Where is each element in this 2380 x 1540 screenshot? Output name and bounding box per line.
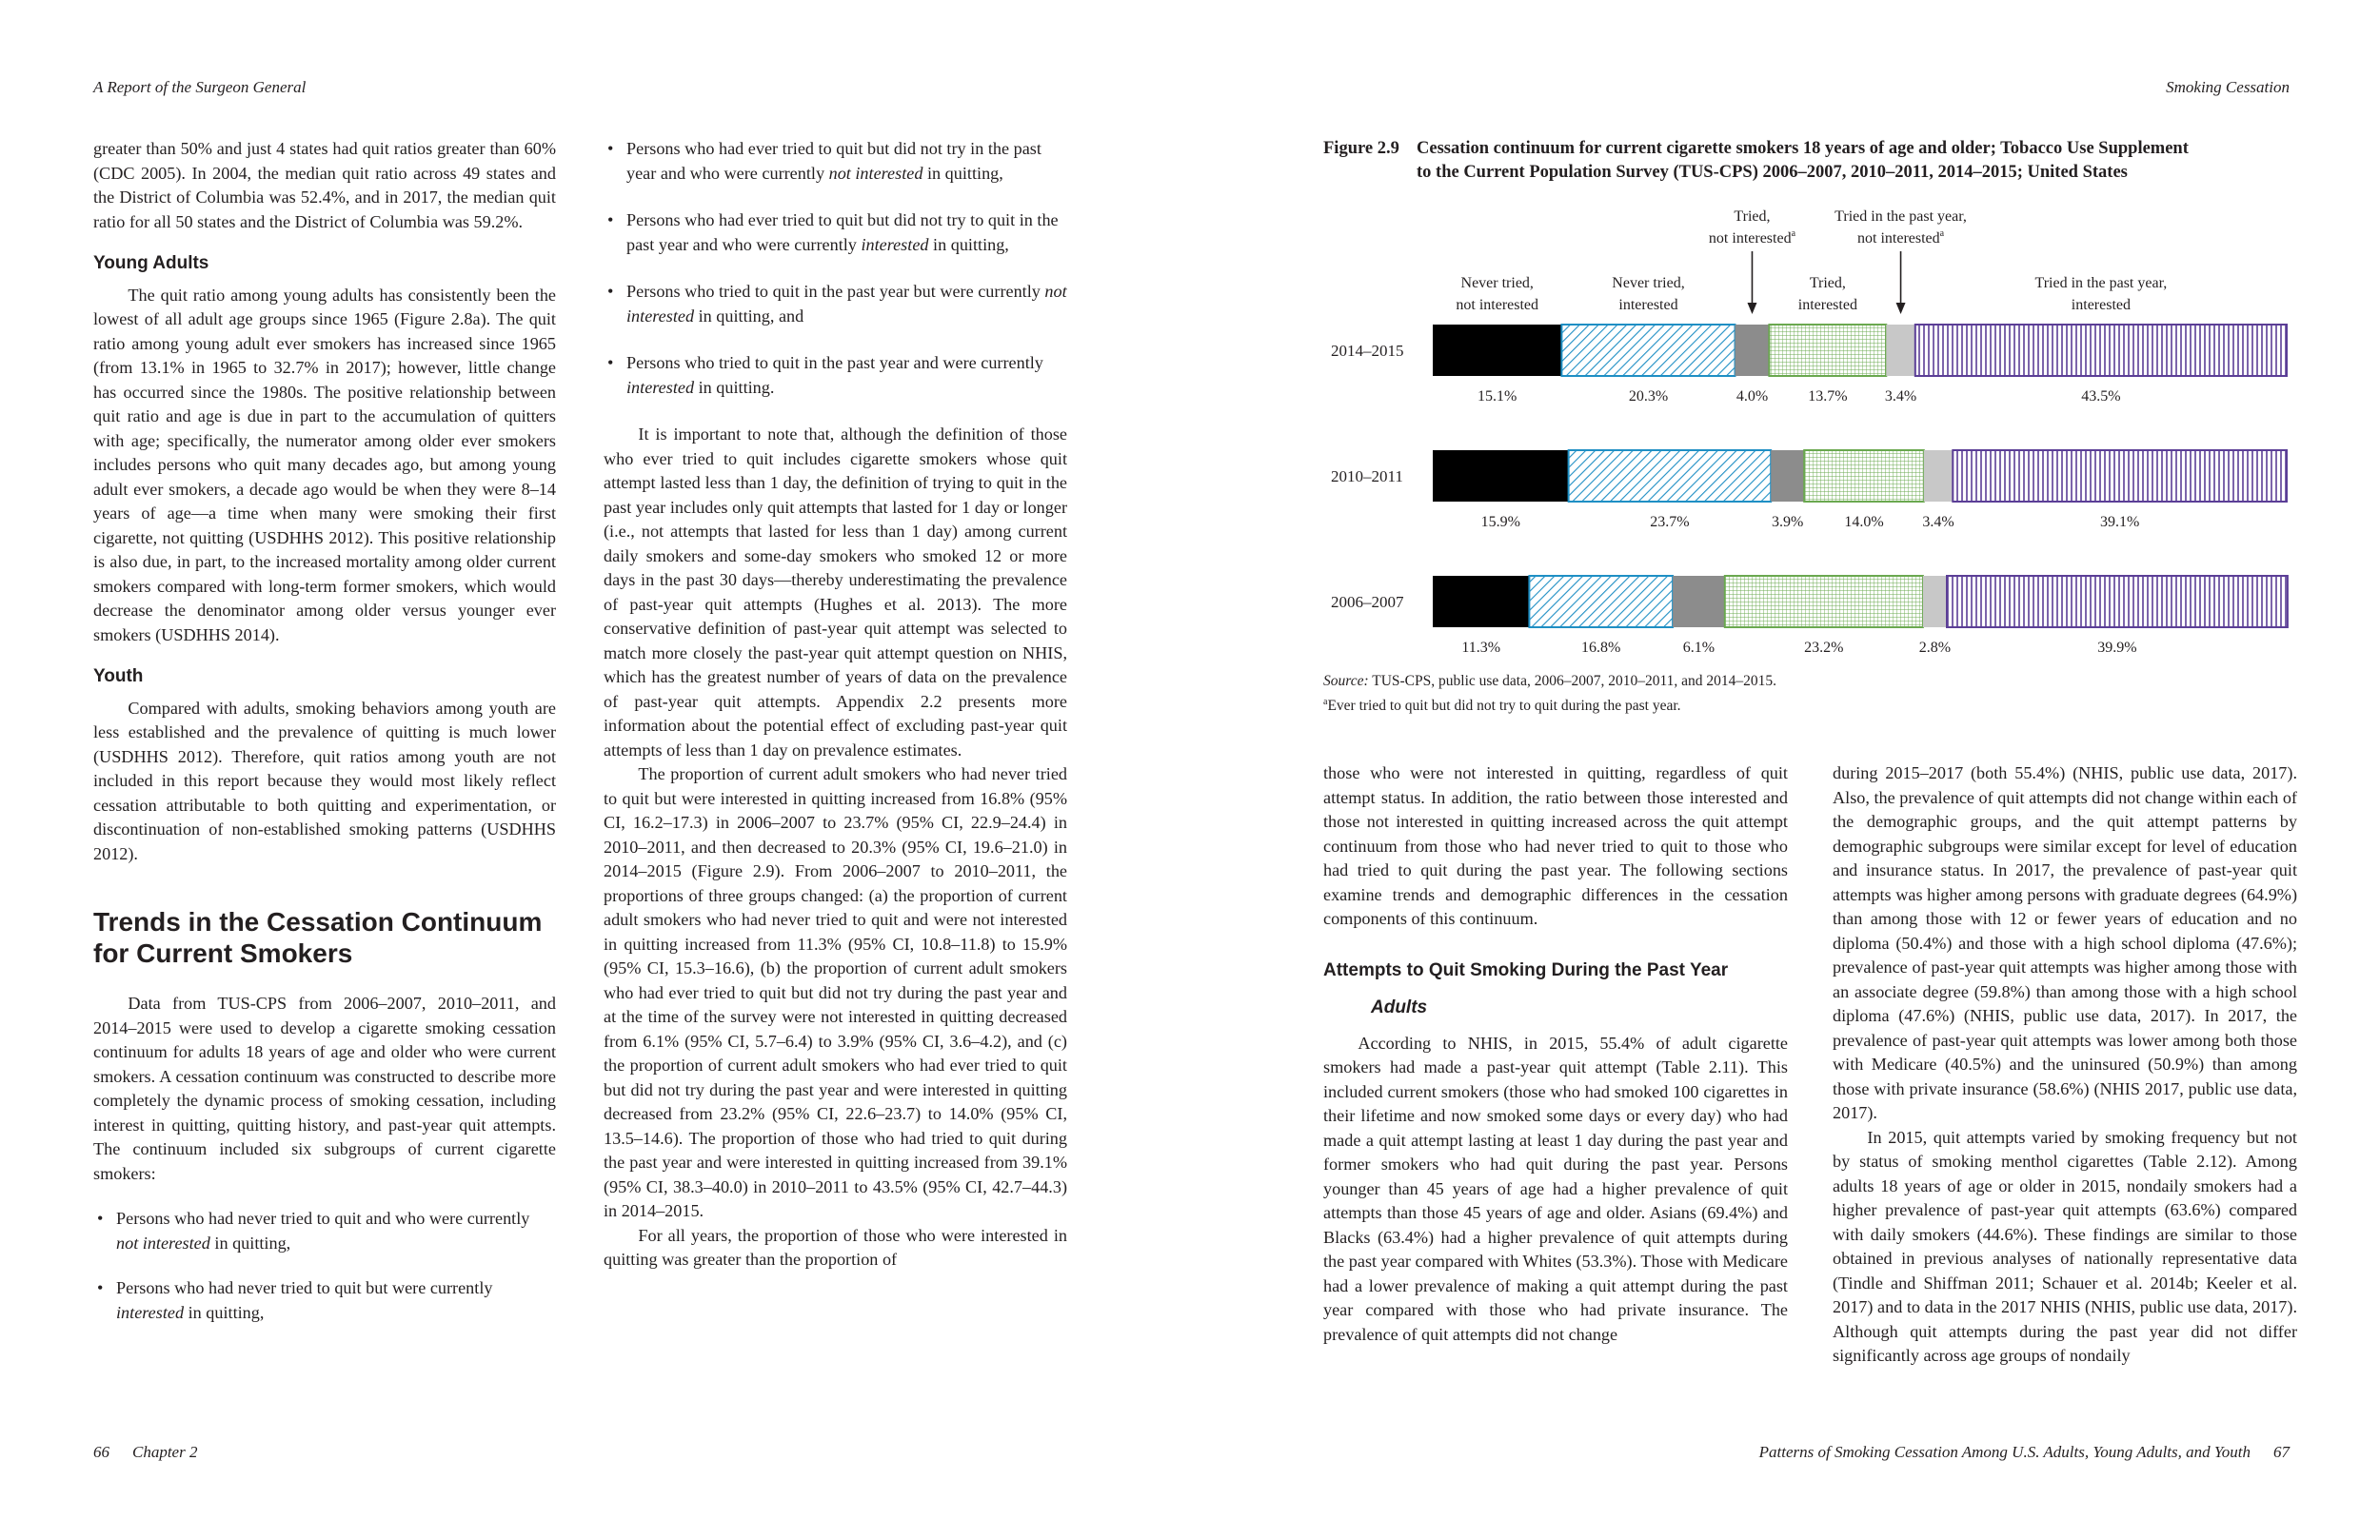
legend-label: interested: [2071, 297, 2132, 313]
legend-label: interested: [1618, 297, 1678, 313]
legend-arrowhead: [1896, 303, 1906, 314]
youth-text: Compared with adults, smoking behaviors among youth are less established and the prevalence of quitting is much lower (USDHHS 2012). Therefore, quit ratios among youth are not included in this report because they would most likely reflect cessation attributable to both quitting and experimentation, or discontinuation of non-established smoking patterns (USDHHS 2012).: [93, 698, 556, 863]
bar-segment: [1947, 576, 2288, 627]
data-label: 6.1%: [1682, 640, 1716, 656]
bar-segment: [1924, 450, 1954, 502]
list-item: • Persons who had never tried to quit but were currently interested in quitting,: [93, 1276, 556, 1325]
young-adults-text: The quit ratio among young adults has consistently been the lowest of all adult age groups since 1965 (Figure 2.8a). The quit ratio among young adult ever smokers has increased since 1965 (from 13.1% in 1965 to 32.7% in 2017); however, little change has occurred since the 1980s. The positive relationship between quit ratio and age is due in part to the accumulation of quitters with age; specifically, the numerator among older ever smokers includes persons who quit many decades ago, but among young adult ever smokers, a decade ago would be when they were 8–14 years of age—a time when many were smoking their first cigarette, not quitting (USDHHS 2012). This positive relationship is also due, in part, to the increased mortality among older current smokers compared with long-term former smokers, which would decrease the denominator among older versus younger ever smokers (USDHHS 2014).: [93, 285, 556, 644]
bar-segment: [1561, 325, 1735, 376]
chapter-label: Chapter 2: [132, 1443, 198, 1461]
page-number-right: 67: [2273, 1443, 2290, 1461]
col2-para1: It is important to note that, although the definition of those who ever tried to quit includes cigarette smokers whose quit attempt lasted less than 1 day, the definition of trying to quit in the past year includes only quit attempts that lasted for 1 day or longer (i.e., not attempts that lasted for less than 1 day) among current daily smokers and some-day smokers who smoked 12 or more days in the past 30 days—thereby underestimating the prevalence of past-year quit attempts (Hughes et al. 2013). The more conservative definition of past-year quit attempt was selected to match more closely the past-year quit attempt question on NHIS, which has the greatest number of years of data on the prevalence of past-year quit attempts. Appendix 2.2 presents more information about the potential effect of excluding past-year quit attempts of less than 1 day on prevalence estimates.: [604, 424, 1067, 760]
bar-segment: [1771, 450, 1804, 502]
chart-bars: [1331, 325, 2288, 656]
running-head-left: A Report of the Surgeon General: [93, 78, 307, 96]
bar-segment: [1915, 325, 2287, 376]
data-label: 43.5%: [2081, 388, 2121, 405]
data-label: 3.4%: [1884, 388, 1917, 405]
bar-segment: [1433, 325, 1561, 376]
legend-label: not interested: [1456, 297, 1539, 313]
list-item: • Persons who had never tried to quit and who were currently not interested in quitting,: [93, 1207, 556, 1255]
legend-label: Never tried,: [1612, 275, 1685, 291]
legend-label: Tried in the past year,: [1835, 208, 1967, 225]
bar-segment: [1725, 576, 1923, 627]
chart-legend: [1456, 208, 2167, 314]
young-adults-heading: Young Adults: [93, 253, 209, 273]
legend-label: interested: [1797, 297, 1857, 313]
data-label: 15.9%: [1480, 514, 1520, 530]
legend-arrowhead: [1747, 303, 1756, 314]
legend-label: Never tried,: [1460, 275, 1534, 291]
list-item: • Persons who tried to quit in the past year but were currently not interested in quitting, and: [604, 280, 1067, 328]
bar-segment: [1529, 576, 1673, 627]
data-label: 3.4%: [1922, 514, 1954, 530]
data-label: 23.2%: [1804, 640, 1844, 656]
year-label: 2006–2007: [1331, 593, 1404, 611]
data-label: 3.9%: [1772, 514, 1804, 530]
data-label: 14.0%: [1844, 514, 1884, 530]
bar-segment: [1923, 576, 1947, 627]
data-label: 20.3%: [1628, 388, 1669, 405]
figure-title-line2: to the Current Population Survey (TUS-CPS) 2006–2007, 2010–2011, 2014–2015; United States: [1417, 163, 2128, 182]
data-label: 11.3%: [1461, 640, 1501, 656]
legend-label: Tried in the past year,: [2034, 275, 2168, 291]
bar-segment: [1433, 450, 1569, 502]
column-3: [1323, 761, 1788, 1347]
col3-para1: those who were not interested in quitting, regardless of quit attempt status. In addition, the ratio between those interested and those not interested in quitting increased across the quit attempt continuum from those who had never tried to quit to those who had tried to quit during the past year. The following sections examine trends and demographic differences in the cessation components of this continuum.: [1323, 763, 1788, 928]
data-label: 2.8%: [1918, 640, 1952, 656]
year-label: 2010–2011: [1331, 467, 1403, 485]
col4-para2: In 2015, quit attempts varied by smoking frequency but not by status of smoking menthol cigarettes (Table 2.12). Among adults 18 years of age or older in 2015, nondaily smokers had a higher prevalence of past-year quit attempts (63.6%) compared with daily smokers (44.6%). These findings are similar to those obtained in previous analyses of nationally representative data (Tindle and Shiffman 2011; Schauer et al. 2014b; Keeler et al. 2017) and to data in the 2017 NHIS (NHIS, public use data, 2017). Although quit attempts during the past year did not differ significantly across age groups of nondaily: [1833, 1127, 2297, 1365]
data-label: 23.7%: [1650, 514, 1690, 530]
list-item: • Persons who had ever tried to quit but did not try to quit in the past year and who were currently interested in quitting,: [604, 208, 1067, 257]
footer-title: Patterns of Smoking Cessation Among U.S. Adults, Young Adults, and Youth: [1758, 1443, 2251, 1461]
page-number-left: 66: [93, 1443, 109, 1461]
data-label: 16.8%: [1581, 640, 1621, 656]
year-label: 2014–2015: [1331, 342, 1404, 360]
section-text: Data from TUS-CPS from 2006–2007, 2010–2011, and 2014–2015 were used to develop a cigarette smoking cessation continuum for adults 18 years of age and older who were current smokers. A cessation continuum was constructed to describe more completely the dynamic process of smoking cessation, including interest in quitting, quitting history, and past-year quit attempts. The continuum included six subgroups of current cigarette smokers:: [93, 994, 556, 1183]
data-label: 4.0%: [1735, 388, 1769, 405]
data-label: 15.1%: [1478, 388, 1517, 405]
running-head-right: Smoking Cessation: [2166, 78, 2290, 96]
bar-segment: [1886, 325, 1915, 376]
bar-segment: [1769, 325, 1886, 376]
figure-title-line1: Cessation continuum for current cigarette smokers 18 years of age and older; Tobacco Use Supplement: [1417, 139, 2189, 158]
section-heading-line1: Trends in the Cessation Continuum: [93, 907, 543, 937]
bar-segment: [1673, 576, 1725, 627]
col4-para1: during 2015–2017 (both 55.4%) (NHIS, public use data, 2017). Also, the prevalence of quit attempts did not change within each of the demographic groups, and the quit attempt patterns by demographic subgroups were similar except for level of education and insurance status. In 2017, the prevalence of past-year quit attempts was higher among persons with graduate degrees (64.9%) than among those with 12 or fewer years of education and no diploma (50.4%) and those with a high school diploma (47.6%); prevalence of past-year quit attempts was higher among those with an associate degree (59.8%) than among those with a high school diploma (47.6%) (NHIS, public use data, 2017). In 2017, the prevalence of past-year quit attempts was lower among both those with Medicare (40.5%) and the uninsured (50.9%) than among those with private insurance (58.6%) (NHIS 2017, public use data, 2017).: [1833, 763, 2297, 1122]
list-item: • Persons who tried to quit in the past year and were currently interested in quitting.: [604, 351, 1067, 400]
footer-left: [93, 1443, 197, 1462]
bar-segment: [1433, 576, 1529, 627]
bar-segment: [1953, 450, 2287, 502]
data-label: 39.9%: [2097, 640, 2137, 656]
list-item: • Persons who had ever tried to quit but did not try in the past year and who were currently not interested in quitting,: [604, 137, 1067, 186]
column-4: [1833, 761, 2297, 1369]
col2-para2: The proportion of current adult smokers who had never tried to quit but were interested in quitting increased from 16.8% (95% CI, 16.2–17.3) in 2006–2007 to 23.7% (95% CI, 22.9–24.4) in 2010–2011, and then decreased to 20.3% (95% CI, 19.6–21.0) in 2014–2015 (Figure 2.9). From 2006–2007 to 2010–2011, the proportions of three groups changed: (a) the proportion of current adult smokers who had never tried to quit and were not interested in quitting increased from 11.3% (95% CI, 10.8–11.8) to 15.9% (95% CI, 15.3–16.6), (b) the proportion of current adult smokers who had ever tried to quit but did not try during the past year and at the time of the survey were not interested in quitting decreased from 6.1% (95% CI, 5.7–6.4) to 3.9% (95% CI, 3.6–4.2), and (c) the proportion of current adult smokers who had ever tried to quit but did not try during the past year and were interested in quitting decreased from 23.2% (95% CI, 22.6–23.7) to 14.0% (95% CI, 13.5–14.6). The proportion of those who had tried to quit during the past year and were interested in quitting increased from 39.1% (95% CI, 38.3–40.0) in 2010–2011 to 43.5% (95% CI, 42.7–44.3) in 2014–2015.: [604, 764, 1067, 1220]
figure-source: Source: TUS-CPS, public use data, 2006–2007, 2010–2011, and 2014–2015.: [1323, 673, 1777, 689]
attempts-heading: Attempts to Quit Smoking During the Past Year: [1323, 959, 1729, 980]
bar-segment: [1735, 325, 1770, 376]
legend-label: not interested$^a$: [1857, 228, 1945, 247]
bar-segment: [1569, 450, 1772, 502]
legend-label: Tried,: [1809, 275, 1846, 291]
figure-footnote: $^a$Ever tried to quit but did not try to quit during the past year.: [1323, 697, 1681, 715]
data-label: 39.1%: [2099, 514, 2140, 530]
adults-subheading: Adults: [1371, 997, 1428, 1017]
col1-intro: greater than 50% and just 4 states had quit ratios greater than 60% (CDC 2005). In 2004, the median quit ratio across 49 states and the District of Columbia was 52.4%, and in 2017, the median quit ratio for all 50 states and the District of Columbia was 59.2%.: [93, 139, 556, 231]
col3-para2: According to NHIS, in 2015, 55.4% of adult cigarette smokers had made a past-year quit attempt (Table 2.11). This included current smokers (those who had smoked 100 cigarettes in their lifetime and now smoked some days or every day) who had made a quit attempt lasting at least 1 day during the past year and former smokers who had quit during the past year. Persons younger than 45 years of age had a higher prevalence of quit attempts than those 45 years of age and older. Asians (69.4%) and Blacks (63.4%) had a higher prevalence of quit attempts during the past year compared with Whites (53.3%). Those with Medicare had a lower prevalence of making a quit attempt during the past year compared with those who had private insurance. The prevalence of quit attempts did not change: [1323, 1033, 1788, 1344]
col2-para3: For all years, the proportion of those who were interested in quitting was greater than the proportion of: [604, 1225, 1067, 1269]
bar-segment: [1804, 450, 1924, 502]
legend-label: Tried,: [1734, 208, 1771, 225]
figure-label: Figure 2.9: [1323, 139, 1399, 158]
footer-right: [1759, 1443, 2290, 1462]
data-label: 13.7%: [1808, 388, 1848, 405]
youth-heading: Youth: [93, 666, 144, 686]
section-heading-line2: for Current Smokers: [93, 938, 353, 968]
legend-label: not interested$^a$: [1708, 228, 1796, 247]
